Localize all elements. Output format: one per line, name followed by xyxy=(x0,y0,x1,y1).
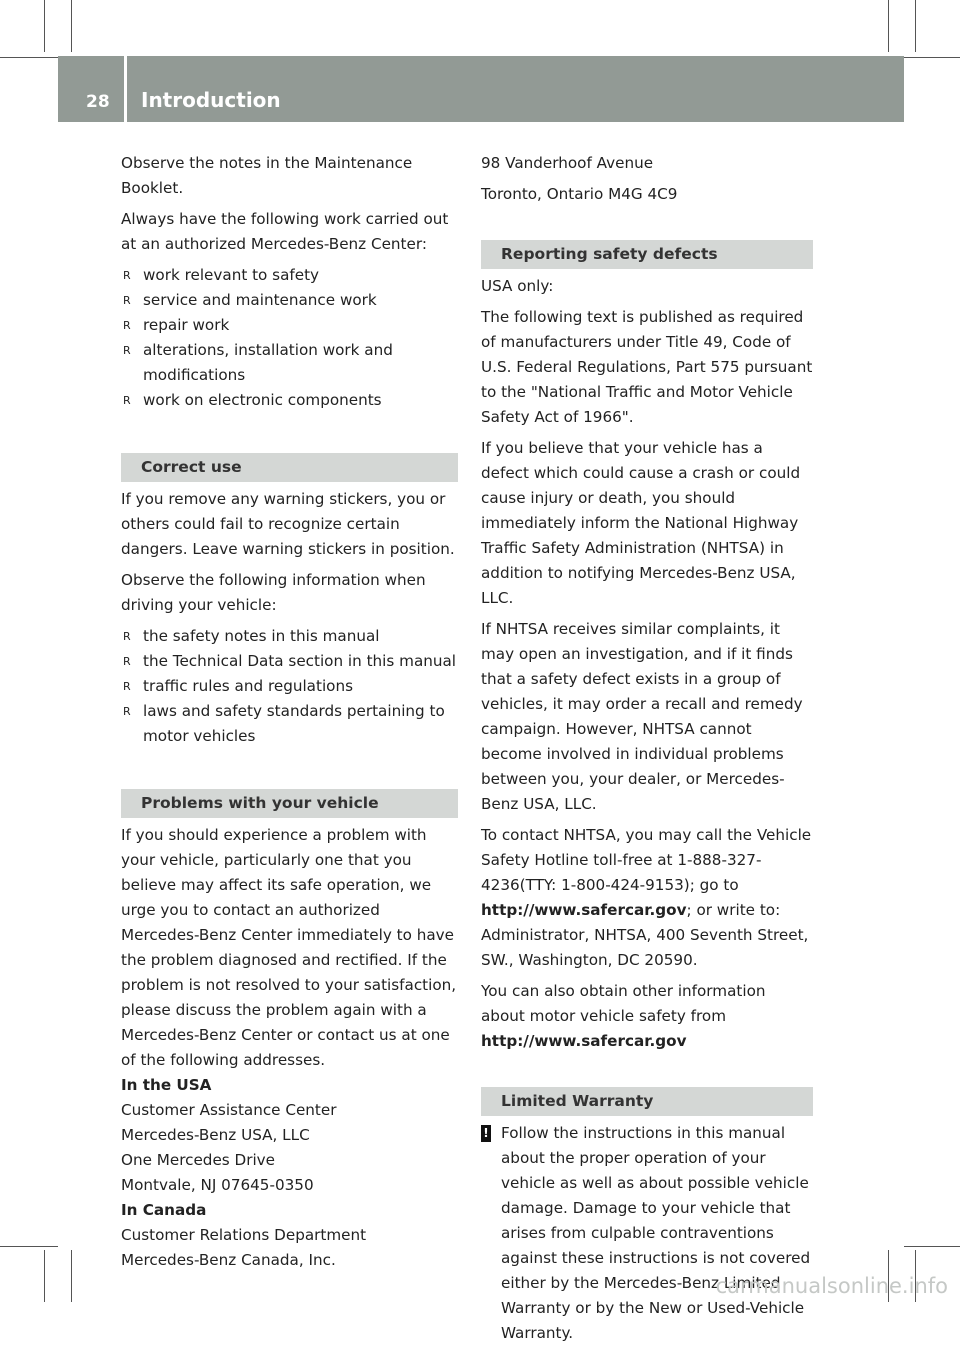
list-item: R the safety notes in this manual xyxy=(121,624,458,649)
section-heading: Problems with your vehicle xyxy=(121,789,458,818)
crop-mark xyxy=(71,1250,72,1302)
section-title: Introduction xyxy=(141,88,281,112)
address-line: 98 Vanderhoof Avenue xyxy=(481,154,654,172)
address-line: Mercedes-Benz USA, LLC xyxy=(121,1126,310,1144)
warning-note: ! Follow the instructions in this manual about the proper operation of your vehicle as well as about possible vehicle damage. Damage to your vehicle that arises from culpable contraventions against these instructions is not covered either by the Mercedes-Benz Limited Warranty or by the New or Used-Vehicle Warranty. xyxy=(481,1121,813,1346)
crop-mark xyxy=(888,0,889,52)
list-item: R service and maintenance work xyxy=(121,288,458,313)
paragraph: If you remove any warning stickers, you or others could fail to recognize certain dangers. Leave warning stickers in position. xyxy=(121,490,455,558)
paragraph: If you should experience a problem with your vehicle, particularly one that you believe may affect its safe operation, we urge you to contact an authorized Mercedes-Benz Center immediately to have the problem diagnosed and rectified. If the problem is not resolved to your satisfaction, please discuss the problem again with a Mercedes-Benz Center or contact us at one of the following addresses. xyxy=(121,826,457,1069)
paragraph: Observe the following information when driving your vehicle: xyxy=(121,571,426,614)
list-item: R work relevant to safety xyxy=(121,263,458,288)
warning-icon: ! xyxy=(481,1125,491,1142)
crop-mark xyxy=(71,0,72,52)
bullet-icon: R xyxy=(123,394,131,407)
address-line: Mercedes-Benz Canada, Inc. xyxy=(121,1251,336,1269)
page-number: 28 xyxy=(86,92,110,112)
paragraph: If NHTSA receives similar complaints, it may open an investigation, and if it finds that a safety defect exists in a group of vehicles, it may order a recall and remedy campaign. However, NHTSA cannot become involved in individual problems between you, your dealer, or Mercedes-Benz USA, LLC. xyxy=(481,620,803,813)
bullet-icon: R xyxy=(123,680,131,693)
crop-mark xyxy=(44,0,45,52)
watermark: carmanualsonline.info xyxy=(715,1274,948,1298)
section-heading: Correct use xyxy=(121,453,458,482)
crop-mark xyxy=(0,57,58,58)
paragraph: Observe the notes in the Maintenance Booklet. xyxy=(121,154,413,197)
section-heading: Reporting safety defects xyxy=(481,240,813,269)
bullet-icon: R xyxy=(123,655,131,668)
list-item: R alterations, installation work and modifications xyxy=(121,338,458,388)
paragraph: To contact NHTSA, you may call the Vehicle Safety Hotline toll-free at 1-888-327-4236(TTY: 1-800-424-9153); go to http://www.safercar.gov; or write to: Administrator, NHTSA, 400 Seventh Street, SW., Washington, DC 20590. xyxy=(481,826,812,969)
address-line: Toronto, Ontario M4G 4C9 xyxy=(481,185,678,203)
left-column xyxy=(121,151,458,1273)
bullet-icon: R xyxy=(123,705,131,718)
safercar-link[interactable]: http://www.safercar.gov xyxy=(481,1032,687,1050)
paragraph: If you believe that your vehicle has a defect which could cause a crash or could cause injury or death, you should immediately inform the National Highway Traffic Safety Administration (NHTSA) in addition to notifying Mercedes-Benz USA, LLC. xyxy=(481,439,801,607)
section-heading: Limited Warranty xyxy=(481,1087,813,1116)
subheading: In the USA xyxy=(121,1076,212,1094)
list-item: R traffic rules and regulations xyxy=(121,674,458,699)
paragraph: You can also obtain other information about motor vehicle safety from xyxy=(481,982,766,1025)
header-divider xyxy=(124,56,127,122)
crop-mark xyxy=(44,1250,45,1302)
bullet-icon: R xyxy=(123,630,131,643)
address-line: Customer Relations Department xyxy=(121,1226,367,1244)
crop-mark xyxy=(904,57,960,58)
bullet-icon: R xyxy=(123,319,131,332)
bullet-icon: R xyxy=(123,269,131,282)
address-line: One Mercedes Drive xyxy=(121,1151,276,1169)
subheading: In Canada xyxy=(121,1201,207,1219)
list-item: R the Technical Data section in this manual xyxy=(121,649,458,674)
paragraph: Always have the following work carried out at an authorized Mercedes-Benz Center: xyxy=(121,210,449,253)
address-line: Customer Assistance Center xyxy=(121,1101,337,1119)
bullet-icon: R xyxy=(123,294,131,307)
address-line: Montvale, NJ 07645-0350 xyxy=(121,1176,314,1194)
crop-mark xyxy=(915,0,916,52)
paragraph: The following text is published as required of manufacturers under Title 49, Code of U.S. Federal Regulations, Part 575 pursuant to the "National Traffic and Motor Vehicle Safety Act of 1966". xyxy=(481,308,813,426)
paragraph: USA only: xyxy=(481,277,554,295)
crop-mark xyxy=(0,1246,58,1247)
crop-mark xyxy=(904,1246,960,1247)
bullet-icon: R xyxy=(123,344,131,357)
list-item: R laws and safety standards pertaining to motor vehicles xyxy=(121,699,458,749)
right-column xyxy=(481,151,813,1346)
list-item: R repair work xyxy=(121,313,458,338)
safercar-link[interactable]: http://www.safercar.gov xyxy=(481,901,687,919)
list-item: R work on electronic components xyxy=(121,388,458,413)
